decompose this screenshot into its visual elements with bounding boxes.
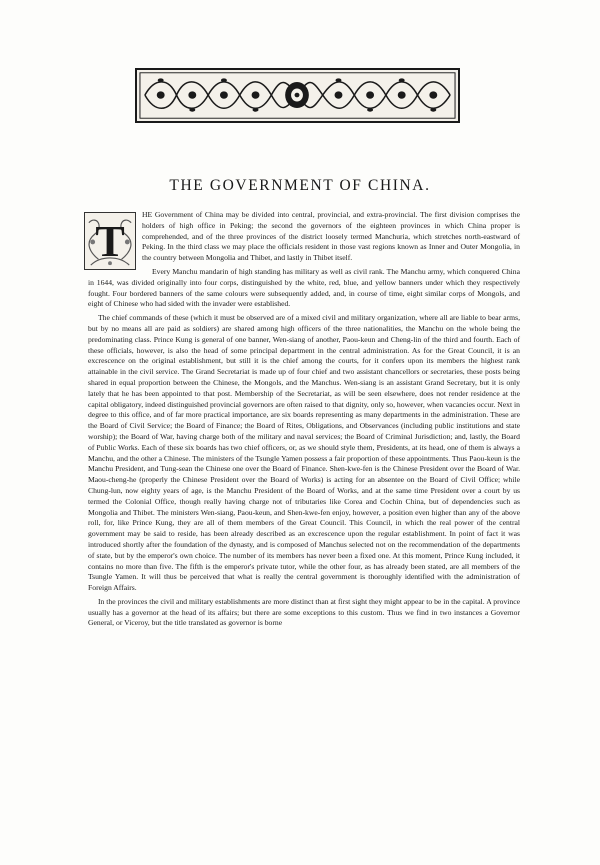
paragraph: Every Manchu mandarin of high standing has military as well as civil rank. The Manchu army, which conquered China in 1644, was divided originally into four corps, distinguished by the white, red, blue, and yellow banners under which they respectively fought. Four bordered banners of the same colours were subsequently added, and, in course of time, eight similar corps of Mongols, and eight of Chinese who had sided with the invader were established. — [88, 266, 520, 309]
floral-scroll-ornament-icon — [137, 70, 458, 121]
ornamental-header-band — [135, 68, 460, 123]
article-body — [88, 210, 520, 632]
paragraph: The chief commands of these (which it must be observed are of a mixed civil and military organization, where all are liable to bear arms, but by no means all are paid as soldiers) are shared among high officers of the three nationalities, the Manchu on the whole being the predominating class. Prince Kung is general of one banner, Wen-siang of another, Paou-keun and Cheng-lin of the third and fourth. Each of these officials, however, is also the head of some principal department in the central administration. As for the Great Council, it is an excrescence on the original establishment, but still it is the chief among the courts, for it confers upon its members the highest rank attainable in the civil service. The Grand Secretariat is made up of four chief and two assistant chancellors or secretaries, these posts being shared in equal proportion between the Chinese, the Mongols, and the Manchus. Wen-siang is an assistant Grand Secretary, but it is only lately that he has been appointed to that post. Membership of the Secretariat, as will be seen elsewhere, does not render residence at the capital obligatory, indeed distinguished provincial governors are often raised to that dignity, only so, however, when vacancies occur. Next in degree to this office, and of far more practical importance, are six boards representing as many departments in the administration. These are the Board of Civil Service; the Board of Finance; the Board of Rites, Obligations, and Observances (including public institutions and state worship); the Board of War, having charge both of the military and naval services; the Board of Criminal Jurisdiction; and, lastly, the Board of Public Works. Each of these six boards has two chief officers, or, as we should style them, Presidents, at its head, one of them is always a Manchu, and the other a Chinese. The ministers of the Tsungle Yamen possess a fair proportion of these appointments. Thus Paou-keun is the Manchu President, and Tung-sean the Chinese one over the Board of Finance. Shen-kwe-fen is the Chinese President over the Board of War. Maou-cheng-he (properly the Chinese President over the Board of Works) is acting for an absentee on the Board of Civil Office; while Chung-lun, now eighty years of age, is the Manchu President of the Board of Works, and at the same time President over a court by us termed the Colonial Office, though really having charge not of tributaries like Corea and Cochin China, but of dependencies such as Mongolia and Thibet. The ministers Wen-siang, Paou-keun, and Shen-kwe-fen enjoy, however, a position even higher than any of the above roll, for, like Prince Kung, they are all of them members of the Great Council. This Council, in which the real power of the central government may be said to reside, has been already described as an excrescence upon the regular establishment. In point of fact it was introduced shortly after the foundation of the dynasty, and is composed of Manchus selected not on the recommendation of the departments of state, but by the emperor's own choice. The number of its members has never been a fixed one. At this moment, Prince Kung included, it contains no more than five. The fifth is the emperor's private tutor, while the other four, as has already been stated, are all members of the Tsungle Yamen. It will thus be perceived that what is really the central government is thoroughly identified with the administration of Foreign Affairs. — [88, 313, 520, 593]
page-title: THE GOVERNMENT OF CHINA. — [169, 177, 431, 194]
paragraph: In the provinces the civil and military establishments are more distinct than at first sight they might appear to be in the capital. A province usually has a governor at the head of its affairs; but there are some exceptions to this custom. Thus we find in two instances a Governor General, or Viceroy, but the title translated as governor is borne — [88, 596, 520, 628]
drop-cap-letter: T — [95, 217, 125, 266]
paragraph: HE Government of China may be divided into central, provincial, and extra-provincial. The first division comprises the holders of high office in Peking; the second the governors of the eighteen provinces in which China proper is comprehended, and of the three provinces of the district loosely termed Manchuria, which stretches north-eastward of Peking. In the third class we may place the officials resident in those vast regions known as Inner and Outer Mongolia, in the country between Mongolia and Thibet, and lastly in Thibet itself. — [142, 210, 520, 263]
